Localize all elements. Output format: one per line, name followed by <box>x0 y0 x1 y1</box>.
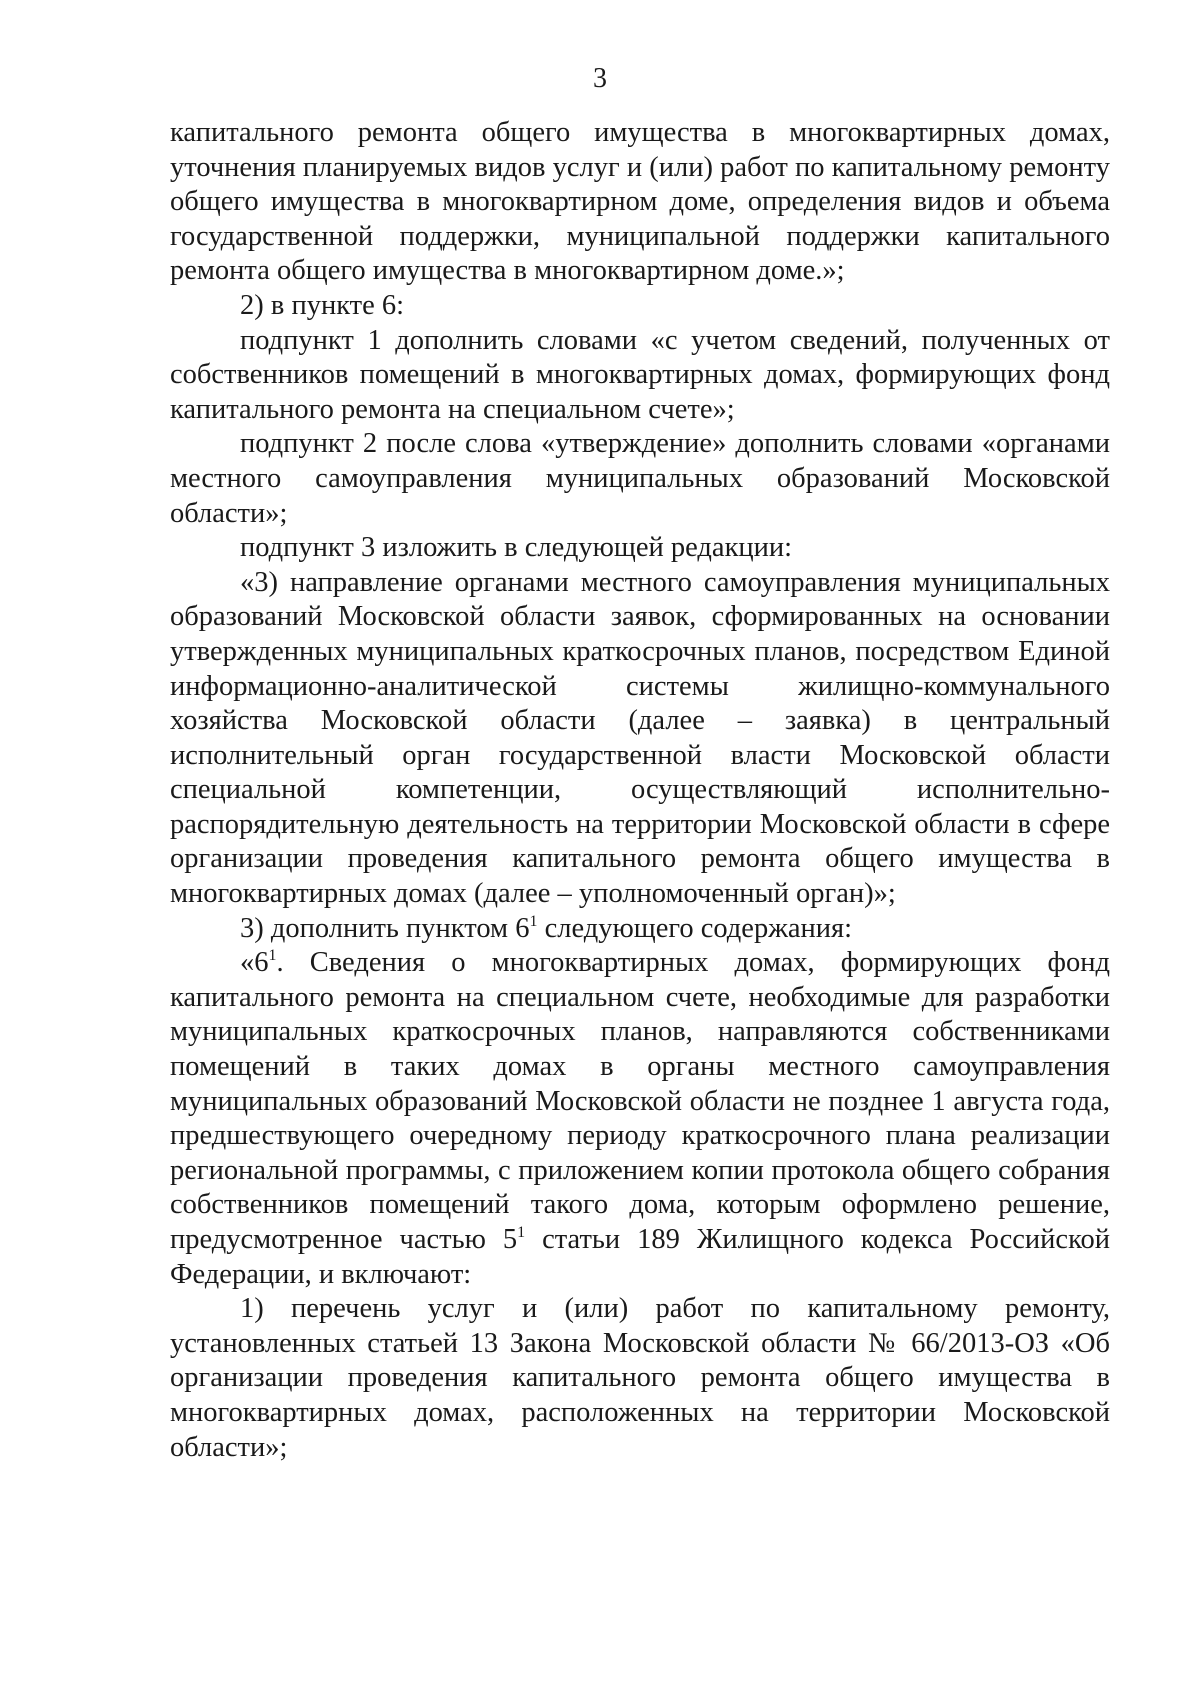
paragraph: подпункт 2 после слова «утверждение» дополнить словами «органами местного самоуправления муниципальных образований Московской области»; <box>170 428 1110 529</box>
text-run: . Сведения о многоквартирных домах, формирующих фонд капитального ремонта на специальном счете, необходимые для разработки муниципальных краткосрочных планов, направляются собственниками помещений в таких домах в органы местного самоуправления муниципальных образований Московской области не позднее 1 августа года, предшествующего очередному периоду краткосрочного плана реализации региональной программы, с приложением копии протокола общего собрания собственников помещений такого дома, которым оформлено решение, предусмотренное частью 5 <box>170 947 1110 1255</box>
text-run: следующего содержания: <box>537 912 853 944</box>
superscript: 1 <box>529 912 538 930</box>
paragraph: подпункт 1 дополнить словами «с учетом сведений, полученных от собственников помещений в многоквартирных домах, формирующих фонд капитального ремонта на специальном счете»; <box>170 324 1110 425</box>
paragraph: «3) направление органами местного самоуправления муниципальных образований Московской области заявок, сформированных на основании утвержденных муниципальных краткосрочных планов, посредством Единой информационно-аналитической системы жилищно-коммунального хозяйства Московской области (далее – заявка) в центральный исполнительный орган государственной власти Московской области специальной компетенции, осуществляющий исполнительно-распорядительную деятельность на территории Московской области в сфере организации проведения капитального ремонта общего имущества в многоквартирных домах (далее – уполномоченный орган)»; <box>170 566 1110 910</box>
document-body <box>170 116 1110 1465</box>
superscript: 1 <box>268 947 277 965</box>
paragraph <box>170 912 1110 947</box>
paragraph: подпункт 3 изложить в следующей редакции: <box>240 532 793 564</box>
paragraph: 1) перечень услуг и (или) работ по капитальному ремонту, установленных статьей 13 Закона Московской области № 66/2013-ОЗ «Об организации проведения капитального ремонта общего имущества в многоквартирных домах, расположенных на территории Московской области»; <box>170 1293 1110 1463</box>
text-run: «6 <box>240 947 269 979</box>
text-run: 3) дополнить пунктом 6 <box>240 912 530 944</box>
text-run: статьи 189 Жилищного кодекса Российской Федерации, и включают: <box>170 1224 1110 1290</box>
superscript: 1 <box>517 1224 526 1241</box>
paragraph: 2) в пункте 6: <box>240 289 405 321</box>
paragraph <box>170 946 1110 1292</box>
page-number: 3 <box>593 63 607 94</box>
paragraph: капитального ремонта общего имущества в многоквартирных домах, уточнения планируемых видов услуг и (или) работ по капитальному ремонту общего имущества в многоквартирном доме, определения видов и объема государственной поддержки, муниципальной поддержки капитального ремонта общего имущества в многоквартирном доме.»; <box>170 117 1110 287</box>
